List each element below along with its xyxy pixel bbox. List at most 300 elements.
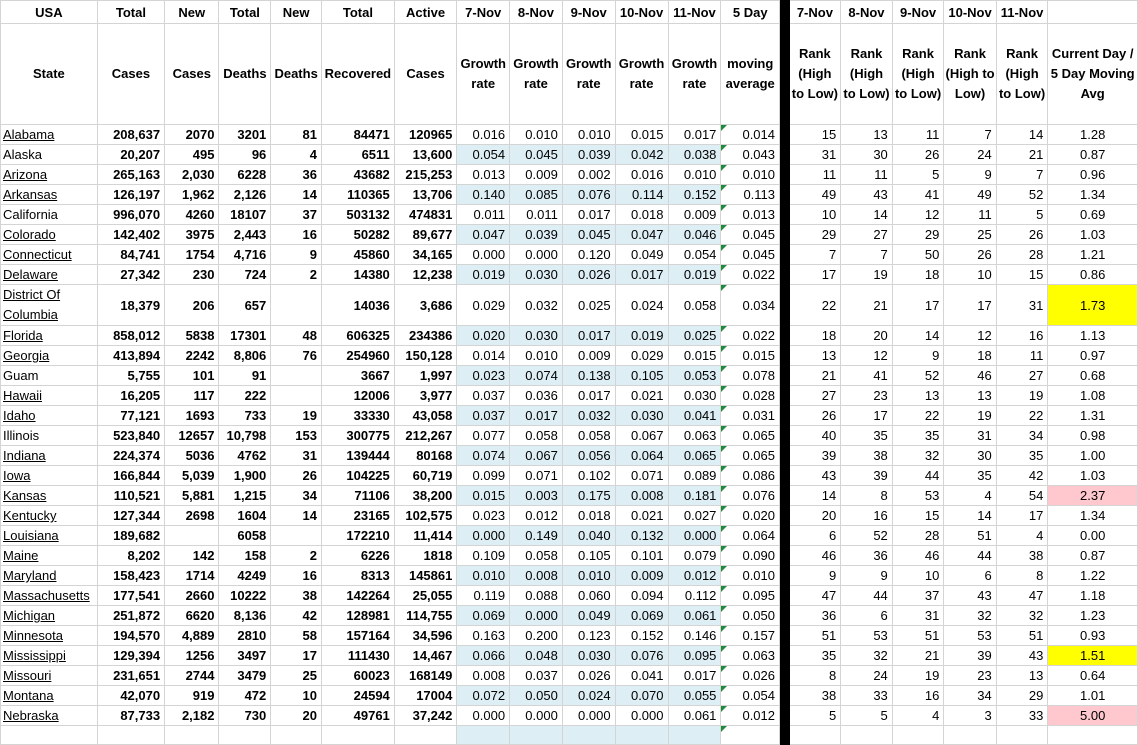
rank-cell[interactable]: 19 [841, 265, 893, 285]
empty-cell[interactable] [219, 726, 271, 745]
rank-cell[interactable]: 32 [841, 646, 893, 666]
moving-average-cell[interactable]: 0.054 [721, 686, 780, 706]
new-cases-cell[interactable]: 12657 [165, 426, 219, 446]
growth-rate-cell[interactable]: 0.039 [510, 225, 563, 245]
growth-rate-cell[interactable]: 0.054 [457, 145, 510, 165]
rank-cell[interactable]: 32 [944, 606, 996, 626]
growth-rate-cell[interactable]: 0.058 [668, 285, 721, 326]
rank-cell[interactable]: 35 [789, 646, 841, 666]
rank-cell[interactable]: 18 [789, 326, 841, 346]
rank-cell[interactable]: 28 [892, 526, 944, 546]
state-cell[interactable] [1, 486, 98, 506]
state-link[interactable]: Maine [3, 548, 39, 563]
recovered-cell[interactable]: 104225 [322, 466, 395, 486]
growth-rate-cell[interactable]: 0.175 [562, 486, 615, 506]
state-cell[interactable] [1, 205, 98, 225]
growth-rate-cell[interactable]: 0.050 [510, 686, 563, 706]
state-link[interactable]: Iowa [3, 468, 31, 483]
new-cases-cell[interactable]: 230 [165, 265, 219, 285]
header-cell[interactable]: 8-Nov [510, 1, 563, 24]
growth-rate-cell[interactable]: 0.056 [562, 446, 615, 466]
header-cell[interactable]: 11-Nov [996, 1, 1048, 24]
growth-rate-cell[interactable]: 0.085 [510, 185, 563, 205]
rank-cell[interactable]: 26 [944, 245, 996, 265]
state-cell[interactable] [1, 406, 98, 426]
header-cell[interactable]: 8-Nov [841, 1, 893, 24]
state-link[interactable]: Massachusetts [3, 588, 90, 603]
new-deaths-cell[interactable]: 20 [271, 706, 322, 726]
growth-rate-cell[interactable]: 0.163 [457, 626, 510, 646]
active-cases-cell[interactable]: 474831 [394, 205, 457, 225]
rank-cell[interactable]: 22 [789, 285, 841, 326]
active-cases-cell[interactable]: 215,253 [394, 165, 457, 185]
new-cases-cell[interactable]: 117 [165, 386, 219, 406]
new-deaths-cell[interactable]: 2 [271, 265, 322, 285]
state-link[interactable]: Louisiana [3, 528, 59, 543]
growth-rate-cell[interactable]: 0.046 [668, 225, 721, 245]
new-cases-cell[interactable]: 4,889 [165, 626, 219, 646]
state-cell[interactable] [1, 706, 98, 726]
growth-rate-cell[interactable]: 0.071 [615, 466, 668, 486]
active-cases-cell[interactable]: 37,242 [394, 706, 457, 726]
state-link[interactable]: Nebraska [3, 708, 59, 723]
growth-rate-cell[interactable]: 0.030 [510, 265, 563, 285]
empty-cell[interactable] [615, 726, 668, 745]
new-deaths-cell[interactable]: 9 [271, 245, 322, 265]
header-cell[interactable]: New [271, 1, 322, 24]
growth-rate-cell[interactable]: 0.009 [510, 165, 563, 185]
rank-cell[interactable]: 41 [841, 366, 893, 386]
new-cases-cell[interactable]: 495 [165, 145, 219, 165]
total-cases-cell[interactable]: 194,570 [97, 626, 164, 646]
header-cell[interactable]: Rank (High to Low) [944, 24, 996, 125]
recovered-cell[interactable]: 71106 [322, 486, 395, 506]
moving-average-cell[interactable]: 0.045 [721, 245, 780, 265]
empty-cell[interactable] [165, 726, 219, 745]
moving-average-cell[interactable]: 0.086 [721, 466, 780, 486]
rank-cell[interactable]: 35 [841, 426, 893, 446]
recovered-cell[interactable]: 139444 [322, 446, 395, 466]
growth-rate-cell[interactable]: 0.000 [457, 526, 510, 546]
growth-rate-cell[interactable]: 0.037 [510, 666, 563, 686]
growth-rate-cell[interactable]: 0.000 [510, 606, 563, 626]
growth-rate-cell[interactable]: 0.039 [562, 145, 615, 165]
current-ratio-cell[interactable]: 0.93 [1048, 626, 1138, 646]
growth-rate-cell[interactable]: 0.047 [615, 225, 668, 245]
new-cases-cell[interactable]: 5,881 [165, 486, 219, 506]
rank-cell[interactable]: 24 [944, 145, 996, 165]
rank-cell[interactable]: 51 [789, 626, 841, 646]
current-ratio-cell[interactable]: 1.31 [1048, 406, 1138, 426]
state-cell[interactable] [1, 446, 98, 466]
state-cell[interactable] [1, 666, 98, 686]
rank-cell[interactable]: 36 [789, 606, 841, 626]
growth-rate-cell[interactable]: 0.200 [510, 626, 563, 646]
moving-average-cell[interactable]: 0.076 [721, 486, 780, 506]
empty-cell[interactable] [97, 726, 164, 745]
active-cases-cell[interactable]: 212,267 [394, 426, 457, 446]
moving-average-cell[interactable]: 0.090 [721, 546, 780, 566]
total-cases-cell[interactable]: 110,521 [97, 486, 164, 506]
rank-cell[interactable]: 53 [892, 486, 944, 506]
rank-cell[interactable]: 53 [944, 626, 996, 646]
new-cases-cell[interactable]: 919 [165, 686, 219, 706]
new-cases-cell[interactable]: 2,030 [165, 165, 219, 185]
growth-rate-cell[interactable]: 0.011 [457, 205, 510, 225]
growth-rate-cell[interactable]: 0.061 [668, 606, 721, 626]
growth-rate-cell[interactable]: 0.114 [615, 185, 668, 205]
active-cases-cell[interactable]: 3,686 [394, 285, 457, 326]
growth-rate-cell[interactable]: 0.002 [562, 165, 615, 185]
growth-rate-cell[interactable]: 0.058 [510, 546, 563, 566]
growth-rate-cell[interactable]: 0.054 [668, 245, 721, 265]
state-cell[interactable] [1, 225, 98, 245]
rank-cell[interactable]: 44 [841, 586, 893, 606]
growth-rate-cell[interactable]: 0.089 [668, 466, 721, 486]
total-cases-cell[interactable]: 20,207 [97, 145, 164, 165]
active-cases-cell[interactable]: 12,238 [394, 265, 457, 285]
rank-cell[interactable]: 41 [892, 185, 944, 205]
active-cases-cell[interactable]: 43,058 [394, 406, 457, 426]
moving-average-cell[interactable]: 0.095 [721, 586, 780, 606]
total-deaths-cell[interactable]: 6228 [219, 165, 271, 185]
rank-cell[interactable]: 21 [892, 646, 944, 666]
rank-cell[interactable]: 43 [944, 586, 996, 606]
total-cases-cell[interactable]: 166,844 [97, 466, 164, 486]
growth-rate-cell[interactable]: 0.030 [615, 406, 668, 426]
new-cases-cell[interactable]: 2070 [165, 125, 219, 145]
total-cases-cell[interactable]: 18,379 [97, 285, 164, 326]
total-cases-cell[interactable]: 231,651 [97, 666, 164, 686]
growth-rate-cell[interactable]: 0.047 [457, 225, 510, 245]
rank-cell[interactable]: 46 [892, 546, 944, 566]
rank-cell[interactable]: 14 [944, 506, 996, 526]
rank-cell[interactable]: 6 [944, 566, 996, 586]
growth-rate-cell[interactable]: 0.042 [615, 145, 668, 165]
rank-cell[interactable]: 32 [892, 446, 944, 466]
rank-cell[interactable]: 12 [944, 326, 996, 346]
current-ratio-cell[interactable]: 1.03 [1048, 466, 1138, 486]
active-cases-cell[interactable]: 60,719 [394, 466, 457, 486]
state-cell[interactable] [1, 586, 98, 606]
moving-average-cell[interactable]: 0.026 [721, 666, 780, 686]
new-cases-cell[interactable]: 1256 [165, 646, 219, 666]
current-ratio-cell[interactable]: 0.87 [1048, 145, 1138, 165]
moving-average-cell[interactable]: 0.065 [721, 446, 780, 466]
rank-cell[interactable]: 43 [996, 646, 1048, 666]
total-cases-cell[interactable]: 224,374 [97, 446, 164, 466]
state-link[interactable]: Maryland [3, 568, 57, 583]
header-cell[interactable]: 11-Nov [668, 1, 721, 24]
growth-rate-cell[interactable]: 0.095 [668, 646, 721, 666]
rank-cell[interactable]: 44 [944, 546, 996, 566]
new-cases-cell[interactable]: 2698 [165, 506, 219, 526]
current-ratio-cell[interactable]: 5.00 [1048, 706, 1138, 726]
growth-rate-cell[interactable]: 0.015 [668, 346, 721, 366]
recovered-cell[interactable]: 300775 [322, 426, 395, 446]
new-deaths-cell[interactable]: 16 [271, 225, 322, 245]
recovered-cell[interactable]: 33330 [322, 406, 395, 426]
header-cell[interactable]: Current Day / 5 Day Moving Avg [1048, 24, 1138, 125]
recovered-cell[interactable]: 111430 [322, 646, 395, 666]
header-cell[interactable]: New [165, 1, 219, 24]
moving-average-cell[interactable]: 0.031 [721, 406, 780, 426]
header-cell[interactable]: Cases [165, 24, 219, 125]
growth-rate-cell[interactable]: 0.010 [562, 566, 615, 586]
active-cases-cell[interactable]: 17004 [394, 686, 457, 706]
new-deaths-cell[interactable]: 14 [271, 185, 322, 205]
growth-rate-cell[interactable]: 0.023 [457, 506, 510, 526]
empty-cell[interactable] [789, 726, 841, 745]
header-cell[interactable]: Growth rate [562, 24, 615, 125]
new-cases-cell[interactable]: 101 [165, 366, 219, 386]
rank-cell[interactable]: 9 [944, 165, 996, 185]
growth-rate-cell[interactable]: 0.021 [615, 506, 668, 526]
active-cases-cell[interactable]: 34,596 [394, 626, 457, 646]
recovered-cell[interactable]: 23165 [322, 506, 395, 526]
rank-cell[interactable]: 46 [944, 366, 996, 386]
rank-cell[interactable]: 52 [892, 366, 944, 386]
header-cell[interactable]: USA [1, 1, 98, 24]
new-deaths-cell[interactable] [271, 366, 322, 386]
rank-cell[interactable]: 30 [944, 446, 996, 466]
state-link[interactable]: Indiana [3, 448, 46, 463]
empty-cell[interactable] [271, 726, 322, 745]
rank-cell[interactable]: 38 [996, 546, 1048, 566]
new-cases-cell[interactable]: 2242 [165, 346, 219, 366]
growth-rate-cell[interactable]: 0.010 [668, 165, 721, 185]
total-cases-cell[interactable]: 265,163 [97, 165, 164, 185]
current-ratio-cell[interactable]: 1.51 [1048, 646, 1138, 666]
active-cases-cell[interactable]: 114,755 [394, 606, 457, 626]
rank-cell[interactable]: 37 [892, 586, 944, 606]
total-cases-cell[interactable]: 523,840 [97, 426, 164, 446]
rank-cell[interactable]: 11 [789, 165, 841, 185]
total-deaths-cell[interactable]: 6058 [219, 526, 271, 546]
header-cell[interactable]: Cases [97, 24, 164, 125]
moving-average-cell[interactable]: 0.050 [721, 606, 780, 626]
rank-cell[interactable]: 39 [841, 466, 893, 486]
header-cell[interactable]: 9-Nov [562, 1, 615, 24]
rank-cell[interactable]: 7 [996, 165, 1048, 185]
growth-rate-cell[interactable]: 0.152 [668, 185, 721, 205]
moving-average-cell[interactable]: 0.014 [721, 125, 780, 145]
current-ratio-cell[interactable]: 1.21 [1048, 245, 1138, 265]
new-cases-cell[interactable]: 2744 [165, 666, 219, 686]
new-cases-cell[interactable]: 1,962 [165, 185, 219, 205]
rank-cell[interactable]: 22 [892, 406, 944, 426]
rank-cell[interactable]: 14 [892, 326, 944, 346]
growth-rate-cell[interactable]: 0.060 [562, 586, 615, 606]
rank-cell[interactable]: 52 [996, 185, 1048, 205]
recovered-cell[interactable]: 6226 [322, 546, 395, 566]
growth-rate-cell[interactable]: 0.009 [615, 566, 668, 586]
rank-cell[interactable]: 21 [789, 366, 841, 386]
new-deaths-cell[interactable]: 16 [271, 566, 322, 586]
new-deaths-cell[interactable]: 4 [271, 145, 322, 165]
growth-rate-cell[interactable]: 0.077 [457, 426, 510, 446]
header-cell[interactable]: Total [97, 1, 164, 24]
growth-rate-cell[interactable]: 0.088 [510, 586, 563, 606]
rank-cell[interactable]: 13 [892, 386, 944, 406]
growth-rate-cell[interactable]: 0.132 [615, 526, 668, 546]
recovered-cell[interactable]: 45860 [322, 245, 395, 265]
rank-cell[interactable]: 20 [841, 326, 893, 346]
total-cases-cell[interactable]: 129,394 [97, 646, 164, 666]
state-link[interactable]: Idaho [3, 408, 36, 423]
rank-cell[interactable]: 21 [841, 285, 893, 326]
header-cell[interactable]: Deaths [219, 24, 271, 125]
rank-cell[interactable]: 28 [996, 245, 1048, 265]
active-cases-cell[interactable]: 168149 [394, 666, 457, 686]
moving-average-cell[interactable]: 0.113 [721, 185, 780, 205]
recovered-cell[interactable]: 6511 [322, 145, 395, 165]
growth-rate-cell[interactable]: 0.053 [668, 366, 721, 386]
new-cases-cell[interactable]: 5838 [165, 326, 219, 346]
rank-cell[interactable]: 18 [944, 346, 996, 366]
header-cell[interactable]: Rank (High to Low) [996, 24, 1048, 125]
rank-cell[interactable]: 16 [892, 686, 944, 706]
growth-rate-cell[interactable]: 0.070 [615, 686, 668, 706]
rank-cell[interactable]: 7 [789, 245, 841, 265]
growth-rate-cell[interactable]: 0.074 [510, 366, 563, 386]
growth-rate-cell[interactable]: 0.076 [562, 185, 615, 205]
header-cell[interactable]: Growth rate [615, 24, 668, 125]
recovered-cell[interactable]: 49761 [322, 706, 395, 726]
total-deaths-cell[interactable]: 733 [219, 406, 271, 426]
state-link[interactable]: Colorado [3, 227, 56, 242]
new-deaths-cell[interactable]: 76 [271, 346, 322, 366]
state-cell[interactable] [1, 626, 98, 646]
growth-rate-cell[interactable]: 0.024 [615, 285, 668, 326]
growth-rate-cell[interactable]: 0.016 [615, 165, 668, 185]
rank-cell[interactable]: 23 [841, 386, 893, 406]
rank-cell[interactable]: 35 [996, 446, 1048, 466]
new-deaths-cell[interactable]: 81 [271, 125, 322, 145]
growth-rate-cell[interactable]: 0.024 [562, 686, 615, 706]
new-deaths-cell[interactable]: 37 [271, 205, 322, 225]
empty-cell[interactable] [944, 726, 996, 745]
current-ratio-cell[interactable]: 1.34 [1048, 506, 1138, 526]
moving-average-cell[interactable]: 0.043 [721, 145, 780, 165]
rank-cell[interactable]: 35 [944, 466, 996, 486]
growth-rate-cell[interactable]: 0.152 [615, 626, 668, 646]
header-cell[interactable]: Active [394, 1, 457, 24]
rank-cell[interactable]: 33 [841, 686, 893, 706]
rank-cell[interactable]: 4 [944, 486, 996, 506]
rank-cell[interactable]: 24 [841, 666, 893, 686]
total-cases-cell[interactable]: 251,872 [97, 606, 164, 626]
growth-rate-cell[interactable]: 0.030 [510, 326, 563, 346]
state-link[interactable]: Missouri [3, 668, 52, 683]
growth-rate-cell[interactable]: 0.000 [668, 526, 721, 546]
growth-rate-cell[interactable]: 0.067 [510, 446, 563, 466]
header-cell[interactable]: Rank (High to Low) [892, 24, 944, 125]
growth-rate-cell[interactable]: 0.101 [615, 546, 668, 566]
growth-rate-cell[interactable]: 0.019 [457, 265, 510, 285]
header-cell[interactable] [1048, 1, 1138, 24]
rank-cell[interactable]: 31 [789, 145, 841, 165]
growth-rate-cell[interactable]: 0.123 [562, 626, 615, 646]
state-link[interactable]: Florida [3, 328, 43, 343]
total-deaths-cell[interactable]: 17301 [219, 326, 271, 346]
new-cases-cell[interactable]: 142 [165, 546, 219, 566]
total-deaths-cell[interactable]: 10,798 [219, 426, 271, 446]
state-link[interactable]: Hawaii [3, 388, 43, 403]
active-cases-cell[interactable]: 14,467 [394, 646, 457, 666]
current-ratio-cell[interactable]: 1.13 [1048, 326, 1138, 346]
active-cases-cell[interactable]: 34,165 [394, 245, 457, 265]
new-deaths-cell[interactable]: 19 [271, 406, 322, 426]
rank-cell[interactable]: 54 [996, 486, 1048, 506]
new-deaths-cell[interactable]: 36 [271, 165, 322, 185]
new-deaths-cell[interactable]: 26 [271, 466, 322, 486]
rank-cell[interactable]: 31 [944, 426, 996, 446]
new-deaths-cell[interactable]: 34 [271, 486, 322, 506]
total-deaths-cell[interactable]: 158 [219, 546, 271, 566]
recovered-cell[interactable]: 503132 [322, 205, 395, 225]
rank-cell[interactable]: 14 [789, 486, 841, 506]
current-ratio-cell[interactable]: 0.96 [1048, 165, 1138, 185]
total-deaths-cell[interactable]: 657 [219, 285, 271, 326]
rank-cell[interactable]: 9 [892, 346, 944, 366]
rank-cell[interactable]: 43 [841, 185, 893, 205]
rank-cell[interactable]: 50 [892, 245, 944, 265]
growth-rate-cell[interactable]: 0.021 [615, 386, 668, 406]
total-deaths-cell[interactable]: 222 [219, 386, 271, 406]
rank-cell[interactable]: 29 [789, 225, 841, 245]
empty-cell[interactable] [892, 726, 944, 745]
rank-cell[interactable]: 7 [841, 245, 893, 265]
moving-average-cell[interactable]: 0.078 [721, 366, 780, 386]
state-cell[interactable] [1, 366, 98, 386]
recovered-cell[interactable]: 110365 [322, 185, 395, 205]
growth-rate-cell[interactable]: 0.079 [668, 546, 721, 566]
empty-cell[interactable] [1, 726, 98, 745]
rank-cell[interactable]: 29 [892, 225, 944, 245]
state-cell[interactable] [1, 145, 98, 165]
new-deaths-cell[interactable] [271, 285, 322, 326]
growth-rate-cell[interactable]: 0.067 [615, 426, 668, 446]
rank-cell[interactable]: 6 [841, 606, 893, 626]
growth-rate-cell[interactable]: 0.072 [457, 686, 510, 706]
rank-cell[interactable]: 16 [996, 326, 1048, 346]
empty-cell[interactable] [562, 726, 615, 745]
state-cell[interactable] [1, 265, 98, 285]
growth-rate-cell[interactable]: 0.030 [668, 386, 721, 406]
total-cases-cell[interactable]: 413,894 [97, 346, 164, 366]
rank-cell[interactable]: 27 [789, 386, 841, 406]
active-cases-cell[interactable]: 11,414 [394, 526, 457, 546]
empty-cell[interactable] [668, 726, 721, 745]
current-ratio-cell[interactable]: 1.18 [1048, 586, 1138, 606]
growth-rate-cell[interactable]: 0.014 [457, 346, 510, 366]
total-deaths-cell[interactable]: 2,443 [219, 225, 271, 245]
growth-rate-cell[interactable]: 0.069 [457, 606, 510, 626]
total-deaths-cell[interactable]: 4249 [219, 566, 271, 586]
rank-cell[interactable]: 19 [892, 666, 944, 686]
state-cell[interactable] [1, 686, 98, 706]
new-cases-cell[interactable]: 206 [165, 285, 219, 326]
growth-rate-cell[interactable]: 0.109 [457, 546, 510, 566]
header-cell[interactable]: 7-Nov [789, 1, 841, 24]
total-cases-cell[interactable]: 158,423 [97, 566, 164, 586]
header-cell[interactable]: Rank (High to Low) [841, 24, 893, 125]
state-link[interactable]: Minnesota [3, 628, 63, 643]
state-cell[interactable] [1, 646, 98, 666]
state-cell[interactable] [1, 346, 98, 366]
moving-average-cell[interactable]: 0.013 [721, 205, 780, 225]
